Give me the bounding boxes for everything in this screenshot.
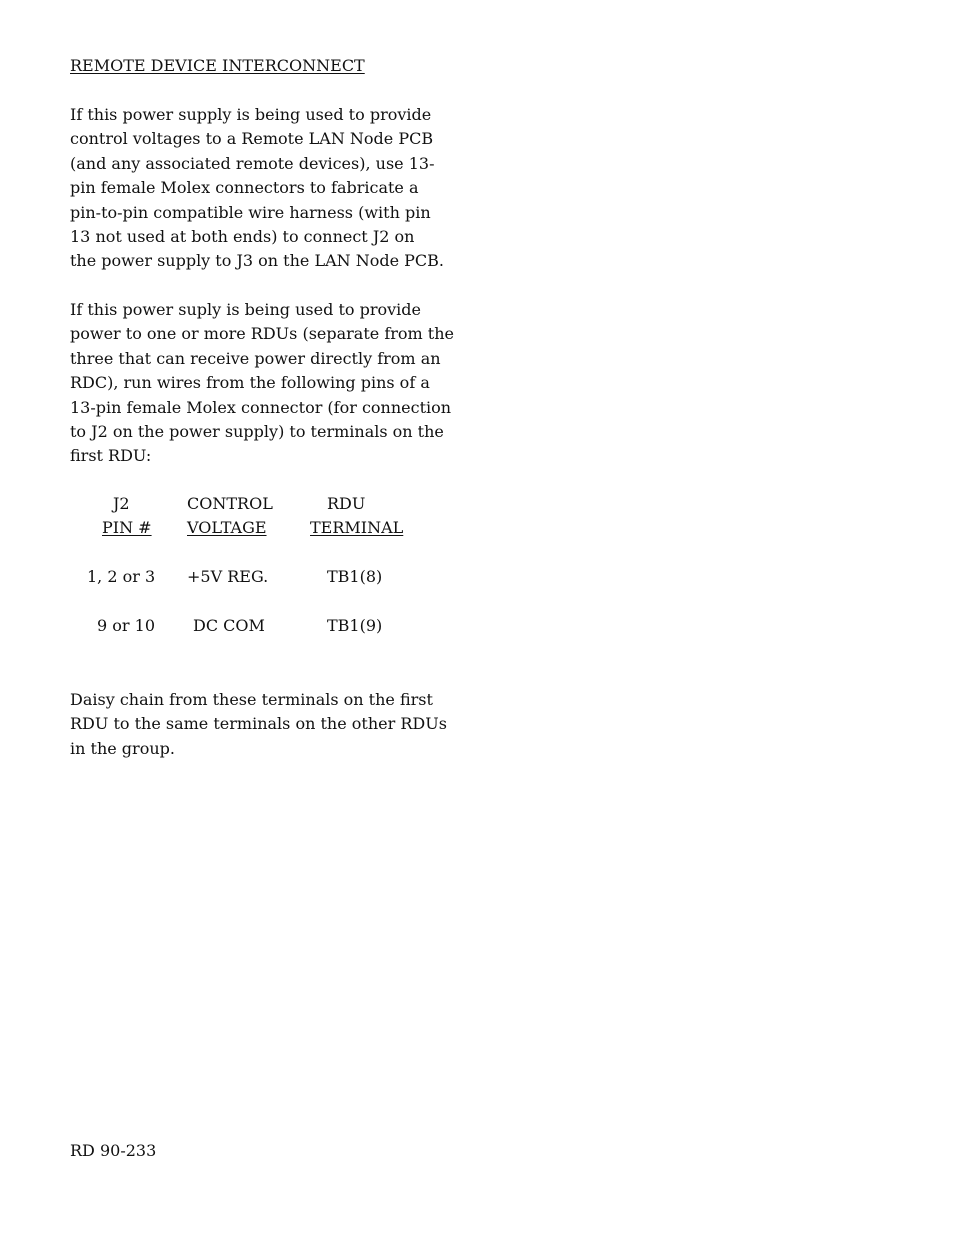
table-cell-pin: 1, 2 or 3 bbox=[87, 567, 156, 586]
table-cell-voltage: +5V REG. bbox=[187, 567, 269, 586]
section-heading: REMOTE DEVICE INTERCONNECT bbox=[70, 56, 365, 75]
text-line: (and any associated remote devices), use 13- bbox=[70, 153, 435, 173]
paragraph-daisy-chain bbox=[70, 688, 447, 761]
header-rdu: RDU bbox=[327, 494, 366, 513]
text-line: If this power suply is being used to provide bbox=[70, 300, 421, 319]
text-line: 13-pin female Molex connector (for connection bbox=[70, 397, 452, 417]
document-footer: RD 90-233 bbox=[70, 1141, 157, 1160]
text-line: Daisy chain from these terminals on the first bbox=[70, 690, 433, 709]
text-line: pin-to-pin compatible wire harness (with pin bbox=[70, 202, 431, 222]
header-pin: PIN # bbox=[102, 518, 152, 537]
header-control: CONTROL bbox=[187, 494, 273, 513]
text-line: first RDU: bbox=[70, 446, 152, 466]
text-line: If this power supply is being used to provide bbox=[70, 105, 432, 124]
table-cell-pin: 9 or 10 bbox=[97, 616, 155, 635]
header-j2: J2 bbox=[113, 494, 130, 513]
text-line: RDU to the same terminals on the other RDUs bbox=[70, 714, 447, 734]
table-cell-terminal: TB1(9) bbox=[327, 616, 383, 635]
paragraph-rdu-power bbox=[70, 298, 454, 469]
text-line: RDC), run wires from the following pins of a bbox=[70, 373, 430, 393]
table-cell-terminal: TB1(8) bbox=[327, 567, 383, 586]
table-cell-voltage: DC COM bbox=[193, 616, 265, 635]
paragraph-lan-node bbox=[70, 103, 444, 274]
text-line: pin female Molex connectors to fabricate a bbox=[70, 178, 419, 198]
text-line: control voltages to a Remote LAN Node PCB bbox=[70, 129, 434, 149]
text-line: three that can receive power directly from an bbox=[70, 348, 441, 368]
header-terminal: TERMINAL bbox=[310, 518, 404, 537]
text-line: the power supply to J3 on the LAN Node PCB. bbox=[70, 251, 444, 271]
text-line: in the group. bbox=[70, 738, 175, 758]
text-line: to J2 on the power supply) to terminals on the bbox=[70, 421, 444, 441]
text-line: power to one or more RDUs (separate from the bbox=[70, 324, 454, 344]
text-line: 13 not used at both ends) to connect J2 on bbox=[70, 226, 415, 246]
header-voltage: VOLTAGE bbox=[187, 518, 267, 537]
